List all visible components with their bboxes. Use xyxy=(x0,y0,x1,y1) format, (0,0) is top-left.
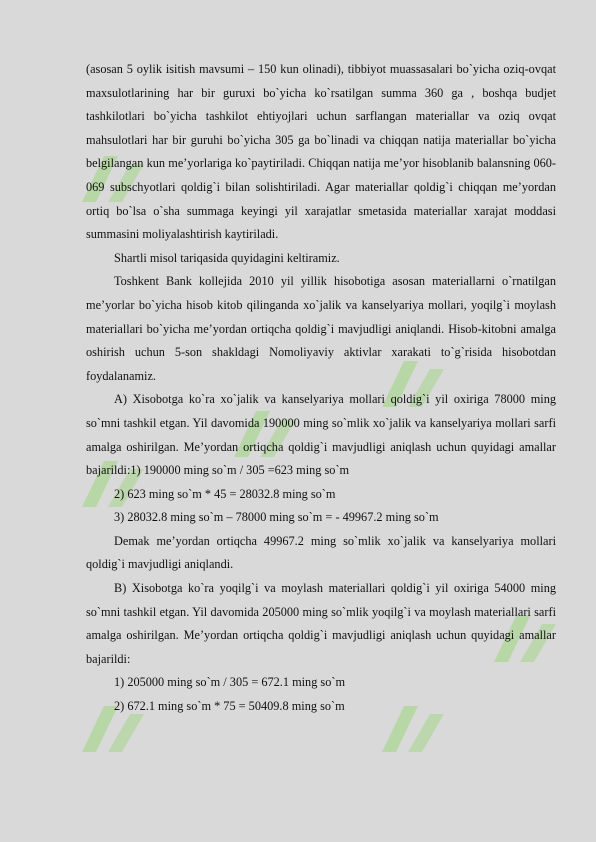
calculation-line: 2) 623 ming so`m * 45 = 28032.8 ming so`m xyxy=(114,486,336,501)
paragraph: A) Xisobotga ko`ra xo`jalik va kanselyariya mollari qoldig`i yil oxiriga 78000 ming so`mni tashkil etgan. Yil davomida 190000 ming so`mlik xo`jalik va kanselyariya mollari sarfi amalga oshirilgan. Me’yordan ortiqcha qoldig`i mavjudligi aniqlash uchun quyidagi amallar bajarildi:1) 190000 ming so`m / 305 =623 ming so`m xyxy=(86,392,556,478)
calculation-line: 3) 28032.8 ming so`m – 78000 ming so`m = - 49967.2 ming so`m xyxy=(114,510,439,525)
paragraph: Shartli misol tariqasida quyidagini keltiramiz. xyxy=(114,250,340,265)
calculation-line: 2) 672.1 ming so`m * 75 = 50409.8 ming so`m xyxy=(114,699,345,714)
paragraph: (asosan 5 oylik isitish mavsumi – 150 kun olinadi), tibbiyot muassasalari bo`yicha oziq-ovqat maxsulotlarining har bir guruxi bo`yicha ko`rsatilgan summa 360 ga , boshqa budjet tashkilotlari bo`yicha tashkilot ehtiyojlari uchun sarflangan materiallar va oziq ovqat mahsulotlari har bir guruhi bo`yicha 305 ga bo`linadi va chiqqan natija materiallar bo`yicha belgilangan kun me’yorlariga ko`paytiriladi. Chiqqan natija me’yor hisoblanib balansning 060-069 subschyotlari qoldig`i bilan solishtiriladi. Agar materiallar qoldig`i chiqqan me’yordan ortiq bo`lsa o`sha summaga keyingi yil xarajatlar smetasida materiallar xarajat moddasi summasini moliyalashtirish kaytiriladi. xyxy=(86,62,556,242)
paragraph: Toshkent Bank kollejida 2010 yil yillik hisobotiga asosan materiallarni o`rnatilgan me’yorlar bo`yicha hisob kitob qilinganda xo`jalik va kanselyariya mollari, yoqilg`i moylash materiallari bo`yicha me’yordan ortiqcha qoldig`i mavjudligi aniqlandi. Hisob-kitobni amalga oshirish uchun 5-son shakldagi Nomoliyaviy aktivlar xarakati to`g`risida hisobotdan foydalanamiz. xyxy=(86,274,556,383)
paragraph: B) Xisobotga ko`ra yoqilg`i va moylash materiallari qoldig`i yil oxiriga 54000 ming so`mni tashkil etgan. Yil davomida 205000 ming so`mlik yoqilg`i va moylash materiallari sarfi amalga oshirilgan. Me’yordan ortiqcha qoldig`i mavjudligi aniqlash uchun quyidagi amallar bajarildi: xyxy=(86,581,556,666)
paragraph: Demak me’yordan ortiqcha 49967.2 ming so`mlik xo`jalik va kanselyariya mollari qoldig`i mavjudligi aniqlandi. xyxy=(86,533,556,572)
calculation-line: 1) 205000 ming so`m / 305 = 672.1 ming so`m xyxy=(114,675,346,690)
document-body xyxy=(86,58,556,719)
